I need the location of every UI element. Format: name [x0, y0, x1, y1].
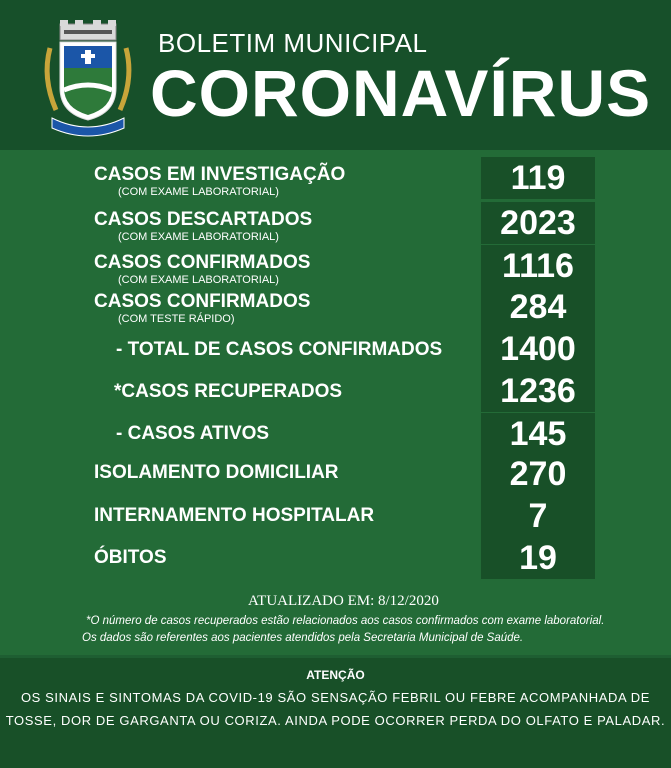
stat-row-confirmados-rapido	[0, 286, 671, 328]
stat-row-ativos	[0, 413, 671, 455]
attention-banner	[0, 658, 671, 768]
stat-sublabel: (COM EXAME LABORATORIAL)	[118, 231, 279, 243]
header-title: CORONAVÍRUS	[150, 56, 652, 130]
stat-row-descartados	[0, 202, 671, 244]
stat-row-recuperados	[0, 370, 671, 412]
stat-label: ISOLAMENTO DOMICILIAR	[94, 462, 339, 483]
stat-row-obitos	[0, 537, 671, 579]
stat-label: CASOS CONFIRMADOS	[94, 291, 311, 312]
stat-value: 270	[481, 453, 595, 495]
stat-label: CASOS EM INVESTIGAÇÃO	[94, 164, 346, 185]
stat-label: - CASOS ATIVOS	[116, 423, 270, 444]
header-subtitle: BOLETIM MUNICIPAL	[158, 28, 428, 58]
palotina-crest-icon	[38, 18, 138, 138]
stat-row-internamento	[0, 495, 671, 537]
stat-value: 2023	[481, 202, 595, 244]
stat-value: 119	[481, 157, 595, 199]
stat-sublabel: (COM EXAME LABORATORIAL)	[118, 274, 279, 286]
stat-value: 7	[481, 495, 595, 537]
stat-row-investigacao	[0, 157, 671, 199]
stat-sublabel: (COM TESTE RÁPIDO)	[118, 313, 235, 325]
stat-value: 19	[481, 537, 595, 579]
stat-label: CASOS DESCARTADOS	[94, 209, 313, 230]
updated-date: ATUALIZADO EM: 8/12/2020	[248, 593, 439, 609]
stat-value: 284	[481, 286, 595, 328]
stat-row-confirmados-lab	[0, 245, 671, 287]
attention-text-line2: TOSSE, DOR DE GARGANTA OU CORIZA. AINDA PODE OCORRER PERDA DO OLFATO E PALADAR.	[5, 713, 666, 728]
stat-label: ÓBITOS	[94, 547, 167, 568]
stat-row-isolamento	[0, 453, 671, 495]
footnote-source: Os dados são referentes aos pacientes atendidos pela Secretaria Municipal de Saúde.	[82, 632, 524, 644]
attention-title: ATENÇÃO	[306, 668, 365, 682]
stat-row-total-confirmados	[0, 328, 671, 370]
stat-label: - TOTAL DE CASOS CONFIRMADOS	[116, 339, 443, 360]
footnote-recuperados: *O número de casos recuperados estão relacionados aos casos confirmados com exame laboratorial.	[86, 615, 605, 627]
header-banner	[0, 0, 671, 150]
stat-value: 145	[481, 413, 595, 455]
stat-label: *CASOS RECUPERADOS	[114, 381, 343, 402]
stat-value: 1400	[481, 328, 595, 370]
stat-label: CASOS CONFIRMADOS	[94, 252, 311, 273]
stat-label: INTERNAMENTO HOSPITALAR	[94, 505, 375, 526]
stat-value: 1116	[481, 245, 595, 287]
stat-value: 1236	[481, 370, 595, 412]
stat-sublabel: (COM EXAME LABORATORIAL)	[118, 186, 279, 198]
attention-text-line1: OS SINAIS E SINTOMAS DA COVID-19 SÃO SENSAÇÃO FEBRIL OU FEBRE ACOMPANHADA DE	[20, 690, 651, 705]
